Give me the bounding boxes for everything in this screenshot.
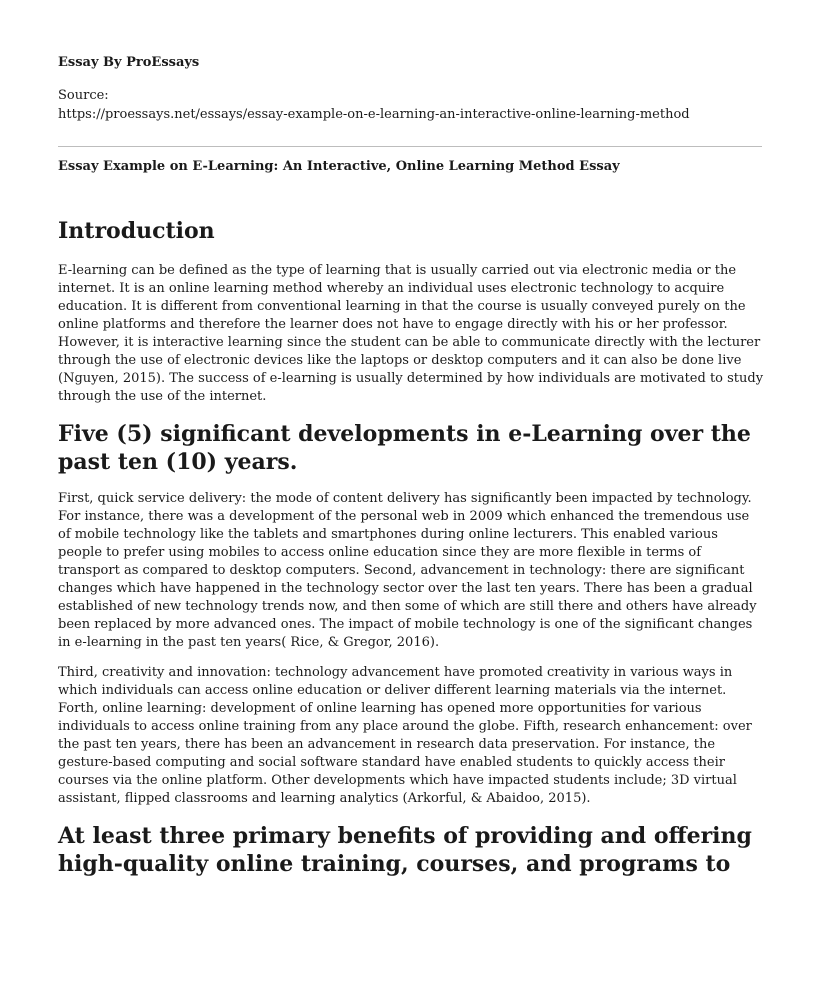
header-divider [58,146,762,147]
developments-paragraph-2: Third, creativity and innovation: technology advancement have promoted creativity in various ways in which individuals can access online education or deliver different learning materials via the internet. Forth, online learning: development of online learning has opened more opportunities for various individuals to access online training from any place around the globe. Fifth, research enhancement: over the past ten years, there has been an advancement in research data preservation. For instance, the gesture-based computing and social software standard have enabled students to quickly access their courses via the online platform. Other developments which have impacted students include; 3D virtual assistant, flipped classrooms and learning analytics (Arkorful, & Abaidoo, 2015). [58,665,752,806]
intro-paragraph: E-learning can be defined as the type of learning that is usually carried out via electronic media or the internet. It is an online learning method whereby an individual uses electronic technology to acquire education. It is different from conventional learning in that the course is usually conveyed purely on the online platforms and therefore the learner does not have to engage directly with his or her professor. However, it is interactive learning since the student can be able to communicate directly with the lecturer through the use of electronic devices like the laptops or desktop computers and it can also be done live (Nguyen, 2015). The success of e-learning is usually determined by how individuals are motivated to study through the use of the internet. [58,263,764,404]
section-heading-benefits: At least three primary benefits of providing and offering high-quality online training, courses, and programs to [58,823,752,877]
byline: Essay By ProEssays [58,55,200,70]
essay-body [58,216,764,892]
section-heading-introduction: Introduction [58,218,215,244]
section-heading-developments: Five (5) significant developments in e-Learning over the past ten (10) years. [58,421,751,475]
source-label: Source: [58,88,109,103]
developments-paragraph-1: First, quick service delivery: the mode of content delivery has significantly been impacted by technology. For instance, there was a development of the personal web in 2009 which enhanced the tremendous use of mobile technology like the tablets and smartphones during online lecturers. This enabled various people to prefer using mobiles to access online education since they are more flexible in terms of transport as compared to desktop computers. Second, advancement in technology: there are significant changes which have happened in the technology sector over the last ten years. There has been a gradual established of new technology trends now, and then some of which are still there and others have already been replaced by more advanced ones. The impact of mobile technology is one of the significant changes in e-learning in the past ten years( Rice, & Gregor, 2016). [58,491,757,650]
essay-title: Essay Example on E-Learning: An Interactive, Online Learning Method Essay [58,159,620,174]
source-url[interactable]: https://proessays.net/essays/essay-example-on-e-learning-an-interactive-online-learning-method [58,107,690,122]
